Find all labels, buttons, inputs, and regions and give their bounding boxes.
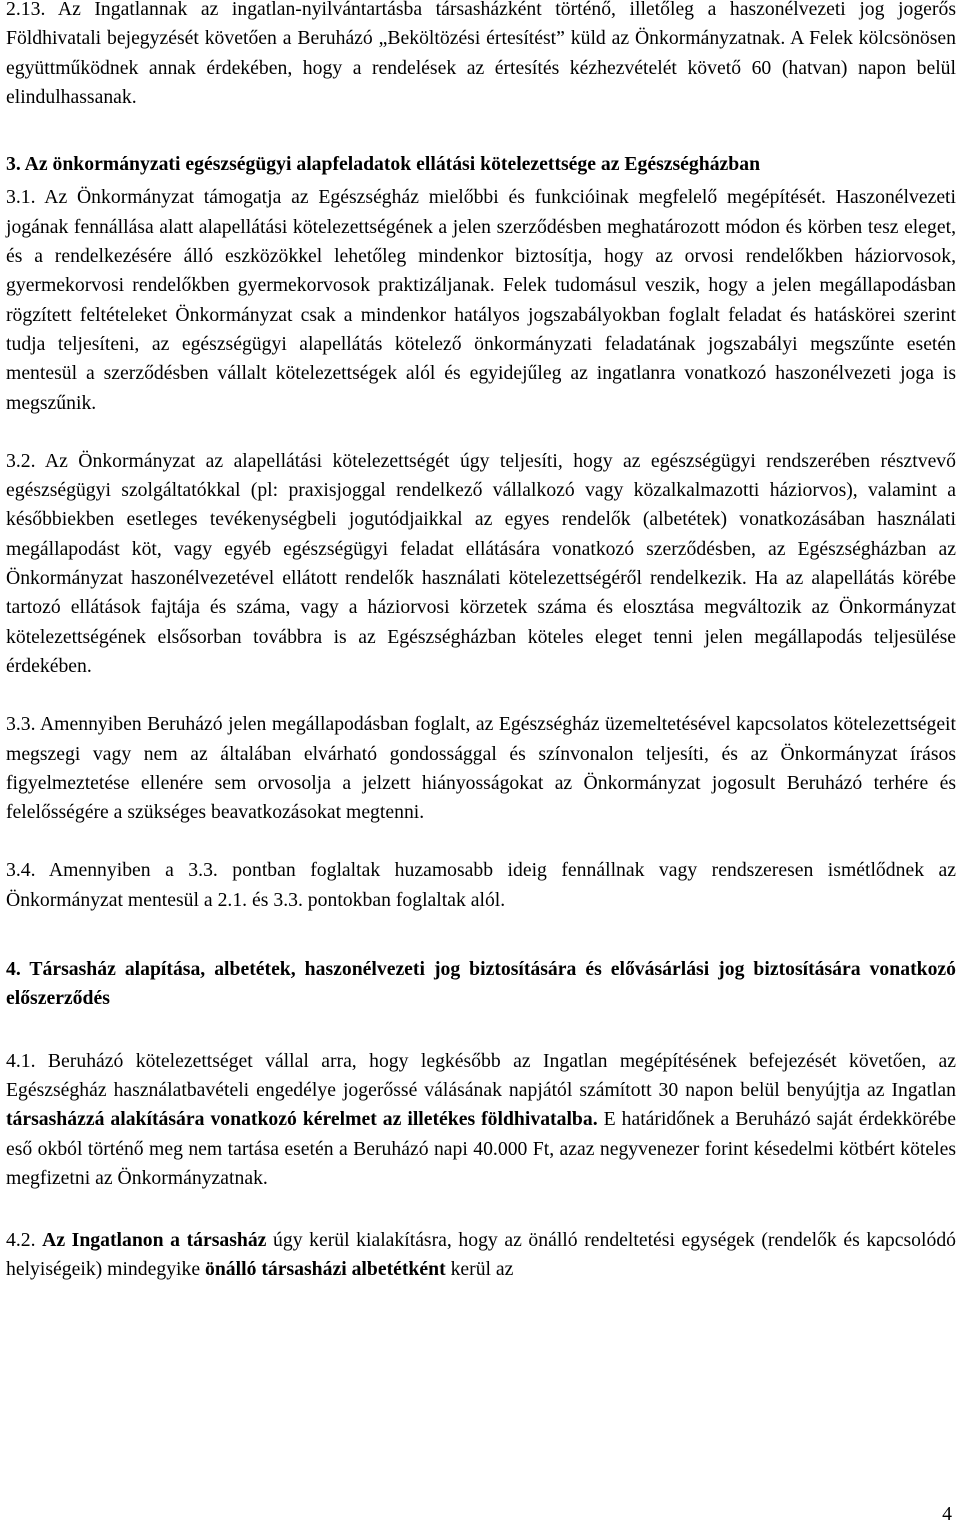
paragraph-3-3: 3.3. Amennyiben Beruházó jelen megállapodásban foglalt, az Egészségház üzemeltetésével kapcsolatos kötelezettségeit megszegi vagy nem az általában elvárható gondossággal és színvonalon teljesíti, és az Önkormányzat írásos figyelmeztetése ellenére sem orvosolja a jelzett hiányosságokat az Önkormányzat jogosult Beruházó terhére és felelősségére a szükséges beavatkozásokat megtenni. xyxy=(6,713,956,824)
paragraph-4-1 xyxy=(6,1047,956,1193)
document-page xyxy=(6,0,956,1285)
section-heading-3: 3. Az önkormányzati egészségügyi alapfeladatok ellátási kötelezettsége az Egészségházban xyxy=(6,153,761,176)
paragraph-4-2 xyxy=(6,1226,956,1285)
paragraph-2-13: 2.13. Az Ingatlannak az ingatlan-nyilvántartásba társasházként történő, illetőleg a haszonélvezeti jog jogerős Földhivatali bejegyzését követően a Beruházó „Beköltözési értesítést” küld az Önkormányzatnak. A Felek kölcsönösen együttműködnek annak érdekében, hogy a rendelések az értesítés kézhezvételét követő 60 (hatvan) napon belül elindulhassanak. xyxy=(6,0,956,108)
spacer xyxy=(6,112,956,141)
section-heading-4: 4. Társasház alapítása, albetétek, haszonélvezeti jog biztosítására és elővásárlási jog biztosítására vonatkozó előszerződés xyxy=(6,958,956,1010)
paragraph-4-1-text-c: E határidőnek a Beruházó saját érdekkörébe eső okból történő meg nem tartása esetén a Beruházó napi 40.000 Ft, azaz negyvenezer forint késedelmi kötbért köteles megfizetni az Önkormányzatnak. xyxy=(6,1108,956,1189)
paragraph-4-1-bold: társasházzá alakítására vonatkozó kérelmet az illetékes földhivatalba. xyxy=(6,1108,598,1131)
paragraph-4-2-text-a: 4.2. xyxy=(6,1229,43,1252)
paragraph-4-2-text-c: úgy kerül kialakításra, hogy az önálló rendeltetési egységek (rendelők és kapcsolódó helyiségeik) mindegyike xyxy=(6,1229,957,1281)
paragraph-4-2-bold-a: Az Ingatlanon a társasház xyxy=(42,1229,267,1252)
paragraph-4-2-bold-b: önálló társasházi albetétként xyxy=(205,1258,446,1281)
paragraph-3-4: 3.4. Amennyiben a 3.3. pontban foglaltak huzamosabb ideig fennállnak vagy rendszeresen ismétlődnek az Önkormányzat mentesül a 2.1. és 3.3. pontokban foglaltak alól. xyxy=(6,859,956,911)
spacer xyxy=(6,915,956,955)
paragraph-3-1: 3.1. Az Önkormányzat támogatja az Egészségház mielőbbi és funkcióinak megfelelő megépítését. Haszonélvezeti jogának fennállása alatt alapellátási kötelezettségének a jelen szerződésben meghatározott módon és körben tesz eleget, és a rendelkezésére álló eszközökkel lehetőleg mindenkor biztosítja, hogy az orvosi rendelőkben háziorvosok, gyermekorvosi rendelőkben gyermekorvosok praktizáljanak. Felek tudomásul veszik, hogy a jelen megállapodásban rögzített feltételeket Önkormányzat csak a mindenkor hatályos jogszabályokban foglalt feladat és hatáskörei szerint tudja teljesíteni, az egészségügyi alapellátás kötelező önkormányzati feladatának jogszabályi megszűnte esetén mentesül a szerződésben vállalt kötelezettségek alól és egyidejűleg az ingatlanra vonatkozó haszonélvezeti joga is megszűnik. xyxy=(6,186,956,414)
spacer xyxy=(6,418,956,447)
spacer xyxy=(6,827,956,856)
paragraph-4-1-text-a: 4.1. Beruházó kötelezettséget vállal arra, hogy legkésőbb az Ingatlan megépítésének befejezését követően, az Egészségház használatbavételi engedélye jogerőssé válásának napjától számított 30 napon belül benyújtja az Ingatlan xyxy=(6,1049,956,1101)
paragraph-4-2-text-e: kerül az xyxy=(445,1258,514,1281)
spacer xyxy=(6,1014,956,1047)
paragraph-3-2: 3.2. Az Önkormányzat az alapellátási kötelezettségét úgy teljesíti, hogy az egészségügyi rendszerében résztvevő egészségügyi szolgáltatókkal (pl: praxisjoggal rendelkező vállalkozó vagy közalkalmazotti háziorvos), valamint a későbbiekben esetleges tevékenységbeli jogutódjaikkal az egyes rendelők (albetétek) vonatkozásában használati megállapodást köt, vagy egyéb egészségügyi feladat ellátására vonatkozó szerződésben, az Egészségházban az Önkormányzat haszonélvezetével ellátott rendelők használati kötelezettségéről rendelkezik. Ha az alapellátás körébe tartozó ellátások fajtája és száma, vagy a háziorvosi körzetek száma és elosztása megváltozik az Önkormányzat kötelezettségének elsősorban továbbra is az Egészségházban köteles eleget tenni jelen megállapodás teljesülése érdekében. xyxy=(6,449,956,677)
spacer xyxy=(6,1193,956,1226)
page-number: 4 xyxy=(942,1503,952,1525)
spacer xyxy=(6,681,956,710)
